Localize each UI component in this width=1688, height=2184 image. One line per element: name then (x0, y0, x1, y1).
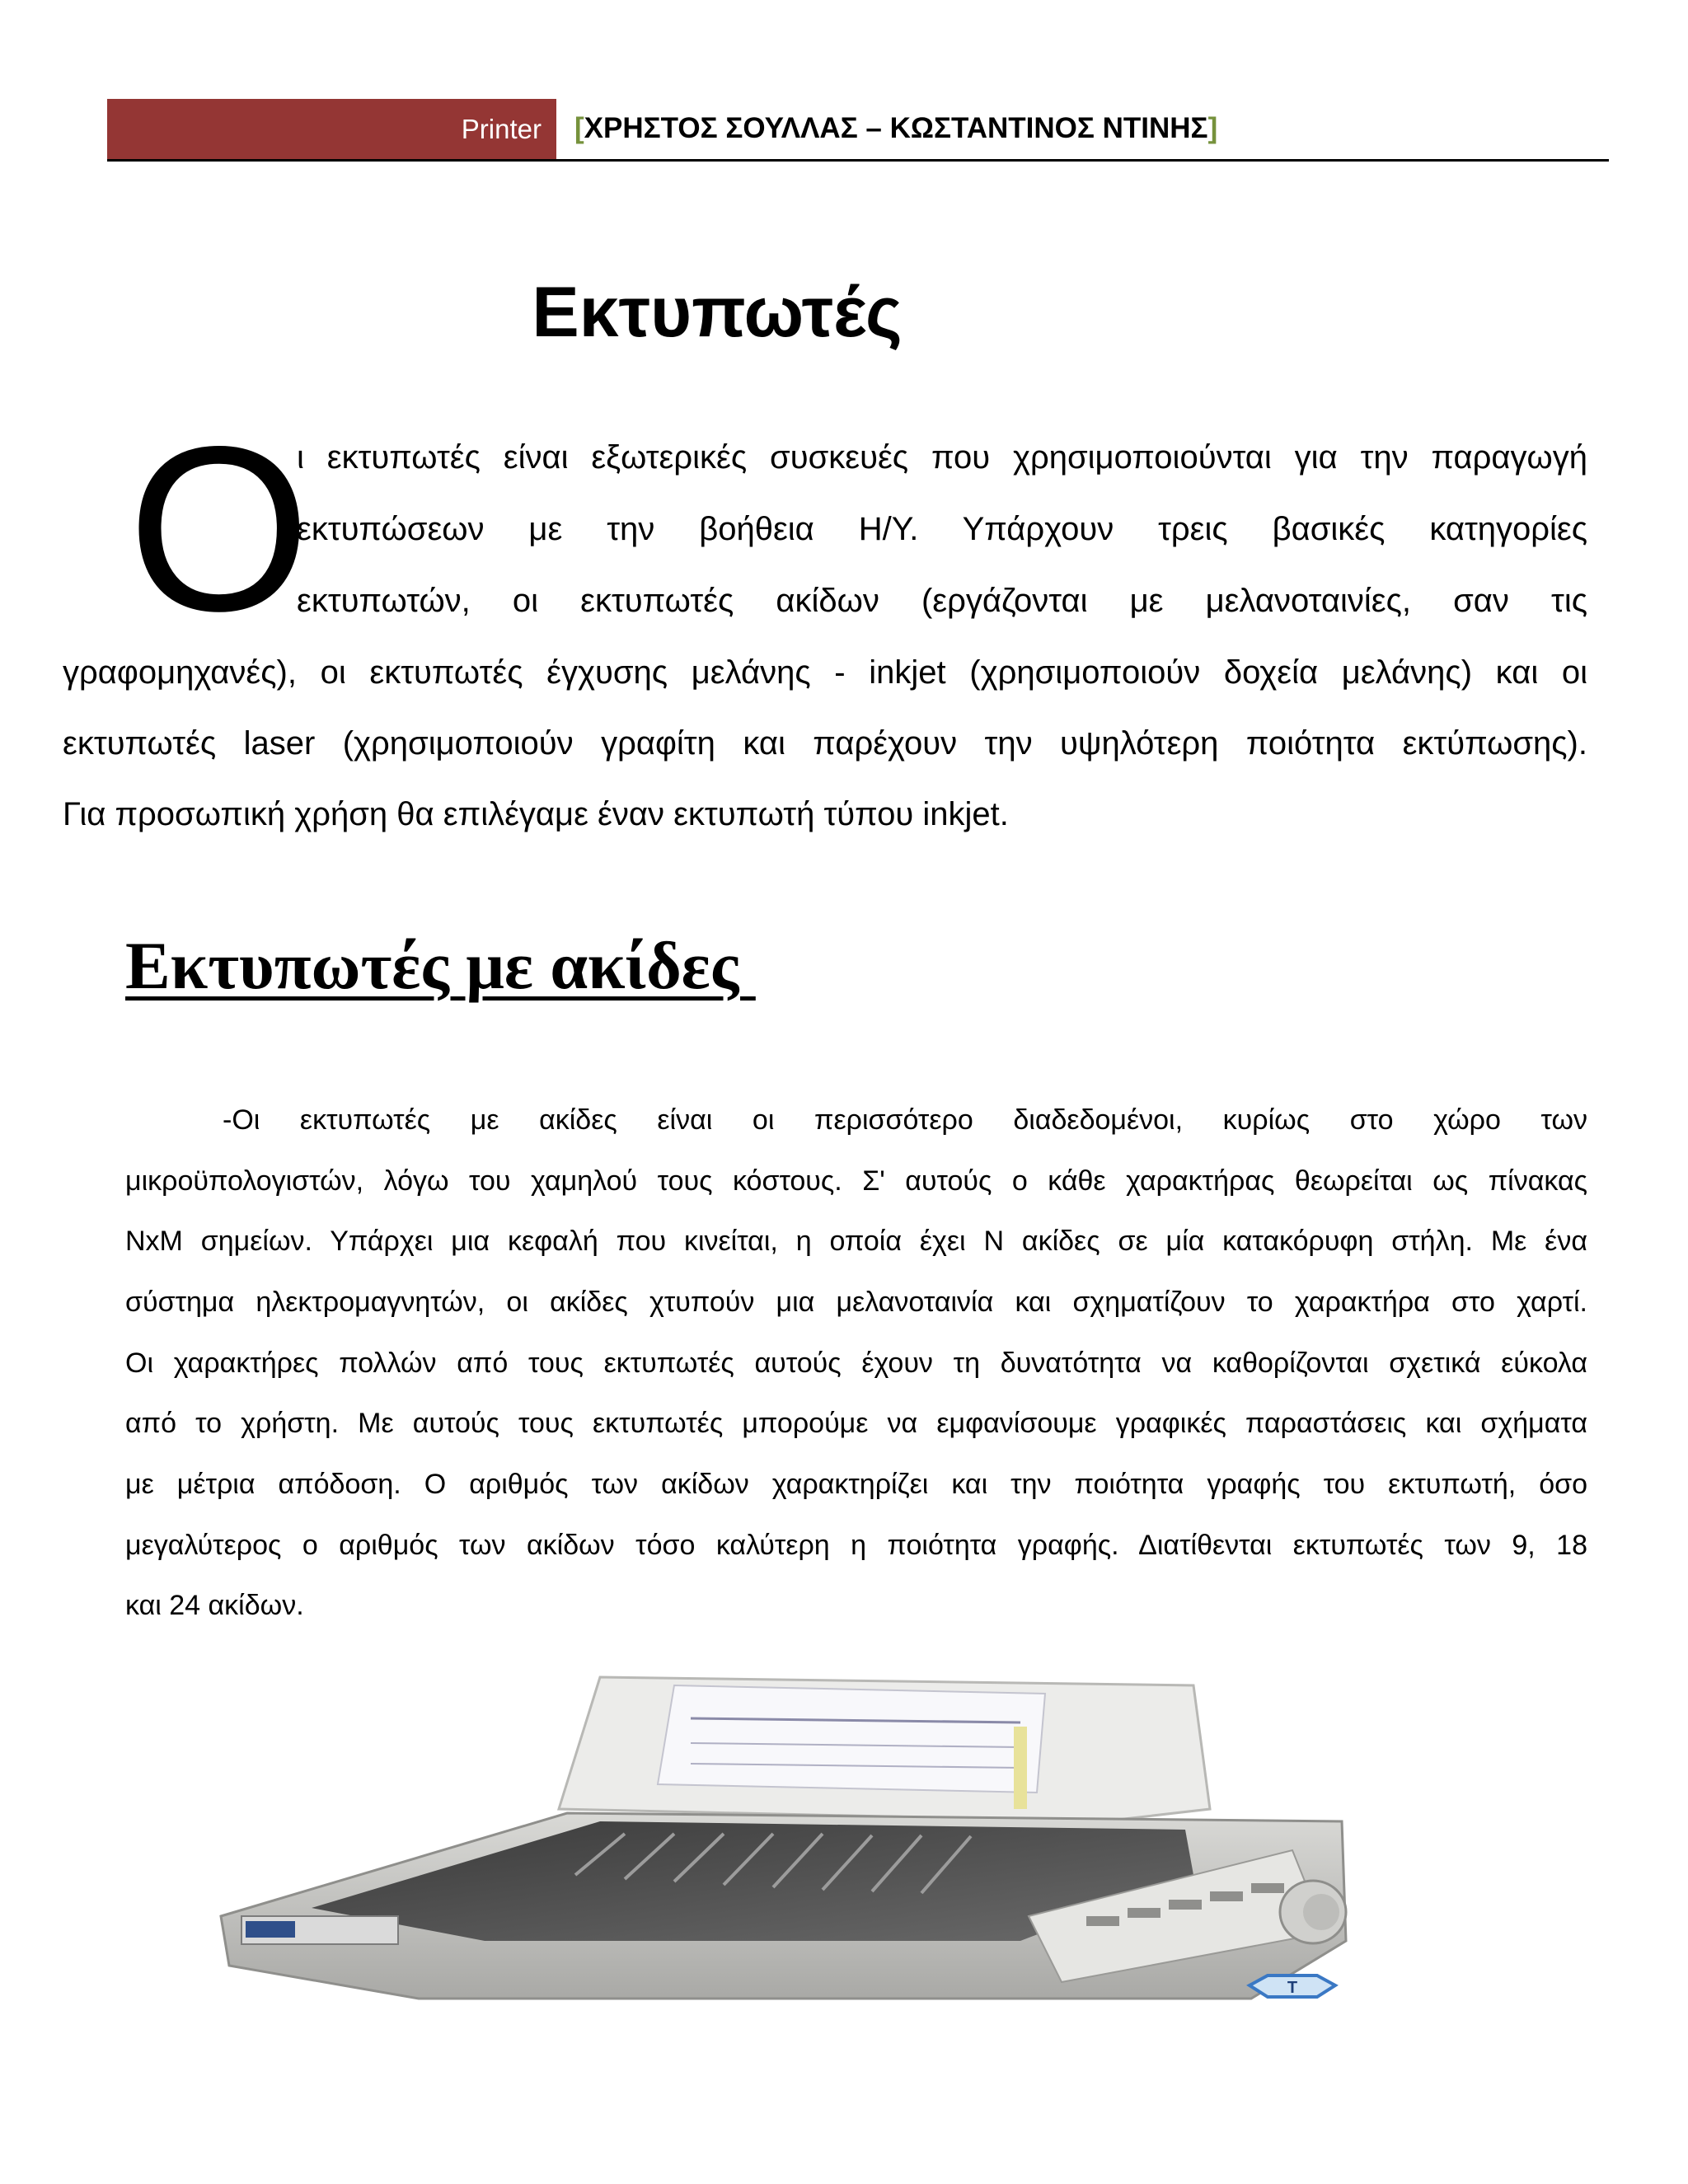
intro-line: γραφομηχανές), οι εκτυπωτές έγχυσης μελάνης - inkjet (χρησιμοποιούν δοχεία μελάνης) και οι (63, 654, 1587, 691)
dot-matrix-printer-image (213, 1669, 1358, 2019)
intro-line: εκτυπωτές laser (χρησιμοποιούν γραφίτη και παρέχουν την υψηλότερη ποιότητα εκτύπωσης). (63, 725, 1587, 762)
intro-line: εκτυπώσεων με την βοήθεια Η/Υ. Υπάρχουν τρεις βασικές κατηγορίες (297, 511, 1587, 547)
bracket-open: [ (574, 112, 584, 144)
body-line: NxM σημείων. Υπάρχει μια κεφαλή που κινείται, η οποία έχει Ν ακίδες σε μία κατακόρυφη στήλη. Με ένα (125, 1226, 1587, 1257)
header-band (107, 99, 556, 160)
header-left-label: Printer (461, 114, 542, 144)
body-line: σύστημα ηλεκτρομαγνητών, οι ακίδες χτυπούν μια μελανοταινία και σχηματίζουν το χαρακτήρα στο χαρτί. (125, 1286, 1587, 1318)
drop-cap: Ο (128, 398, 311, 660)
body-line: -Οι εκτυπωτές με ακίδες είναι οι περισσότερο διαδεδομένοι, κυρίως στο χώρο των (223, 1104, 1587, 1136)
bracket-close: ] (1207, 112, 1218, 144)
header-authors: ΧΡΗΣΤΟΣ ΣΟΥΛΛΑΣ – ΚΩΣΤΑΝΤΙΝΟΣ ΝΤΙΝΗΣ (584, 112, 1208, 144)
body-line: μεγαλύτερος ο αριθμός των ακίδων τόσο καλύτερη η ποιότητα γραφής. Διατίθενται εκτυπωτές των 9, 18 (125, 1530, 1587, 1561)
header-authors-block (574, 112, 1217, 145)
header-rule (107, 159, 1609, 162)
intro-line: Για προσωπική χρήση θα επιλέγαμε έναν εκτυπωτή τύπου inkjet. (63, 796, 1009, 832)
intro-line: ι εκτυπωτές είναι εξωτερικές συσκευές που χρησιμοποιούνται για την παραγωγή (297, 439, 1587, 476)
section-heading: Εκτυπωτές με ακίδες (125, 928, 756, 1003)
page-title: Εκτυπωτές (532, 273, 903, 352)
body-line: από το χρήστη. Με αυτούς τους εκτυπωτές μπορούμε να εμφανίσουμε γραφικές παραστάσεις και σχήματα (125, 1408, 1587, 1439)
svg-text:T: T (1287, 1979, 1298, 1997)
body-line: μικροϋπολογιστών, λόγω του χαμηλού τους κόστους. Σ' αυτούς ο κάθε χαρακτήρας θεωρείται ως πίνακας (125, 1165, 1587, 1197)
body-line: και 24 ακίδων. (125, 1590, 304, 1621)
body-line: με μέτρια απόδοση. Ο αριθμός των ακίδων χαρακτηρίζει και την ποιότητα γραφής του εκτυπωτή, όσο (125, 1469, 1587, 1500)
intro-line: εκτυπωτών, οι εκτυπωτές ακίδων (εργάζονται με μελανοταινίες, σαν τις (297, 583, 1587, 619)
body-line: Οι χαρακτήρες πολλών από τους εκτυπωτές αυτούς έχουν τη δυνατότητα να καθορίζονται σχετικά εύκολα (125, 1347, 1587, 1379)
